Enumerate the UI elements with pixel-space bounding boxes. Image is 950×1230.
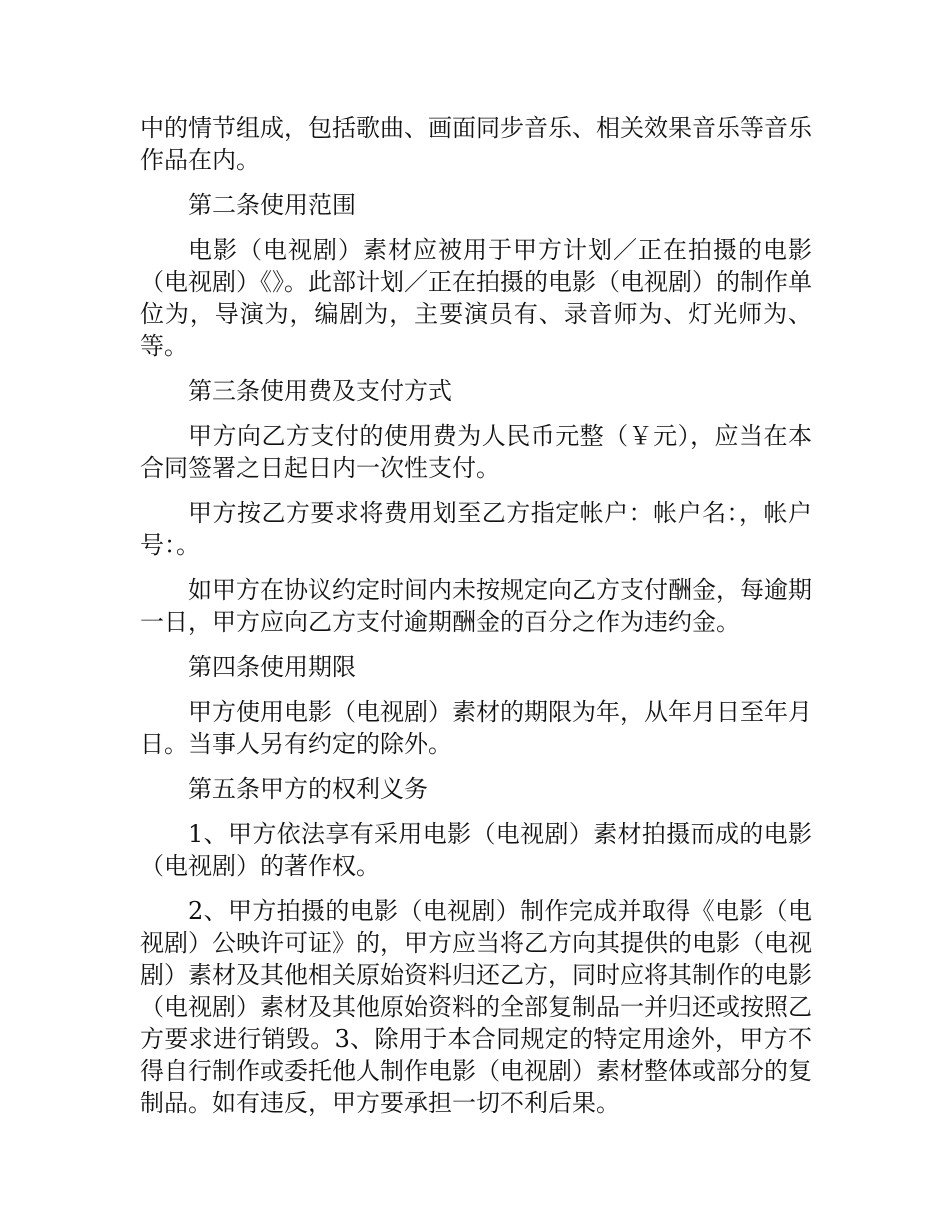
article-5-item-1: 1、甲方依法享有采用电影（电视剧）素材拍摄而成的电影（电视剧）的著作权。 <box>140 820 812 880</box>
article-5-item-2-3: 2、甲方拍摄的电影（电视剧）制作完成并取得《电影（电视剧）公映许可证》的，甲方应当将乙方向其提供的电影（电视剧）素材及其他相关原始资料归还乙方，同时应将其制作的电影（电视剧）素材及其他原始资料的全部复制品一并归还或按照乙方要求进行销毁。3、除用于本合同规定的特定用途外，甲方不得自行制作或委托他人制作电影（电视剧）素材整体或部分的复制品。如有违反，甲方要承担一切不利后果。 <box>140 897 812 1117</box>
article-2-heading: 第二条使用范围 <box>188 191 356 219</box>
article-4-heading: 第四条使用期限 <box>188 653 356 681</box>
article-3-account: 甲方按乙方要求将费用划至乙方指定帐户：帐户名：，帐户号：。 <box>140 499 812 559</box>
document-body <box>140 112 812 1132</box>
article-3-fee: 甲方向乙方支付的使用费为人民币元整（￥元），应当在本合同签署之日起日内一次性支付。 <box>140 422 812 482</box>
article-2-body: 电影（电视剧）素材应被用于甲方计划／正在拍摄的电影（电视剧）《》。此部计划／正在拍摄的电影（电视剧）的制作单位为，导演为，编剧为，主要演员有、录音师为、灯光师为、等。 <box>140 236 812 360</box>
article-3-penalty: 如甲方在协议约定时间内未按规定向乙方支付酬金，每逾期一日，甲方应向乙方支付逾期酬金的百分之作为违约金。 <box>140 576 812 636</box>
paragraph-continuation: 中的情节组成，包括歌曲、画面同步音乐、相关效果音乐等音乐作品在内。 <box>140 114 812 174</box>
article-4-body: 甲方使用电影（电视剧）素材的期限为年，从年月日至年月日。当事人另有约定的除外。 <box>140 698 812 758</box>
article-3-heading: 第三条使用费及支付方式 <box>188 377 452 405</box>
article-5-heading: 第五条甲方的权利义务 <box>188 775 428 803</box>
